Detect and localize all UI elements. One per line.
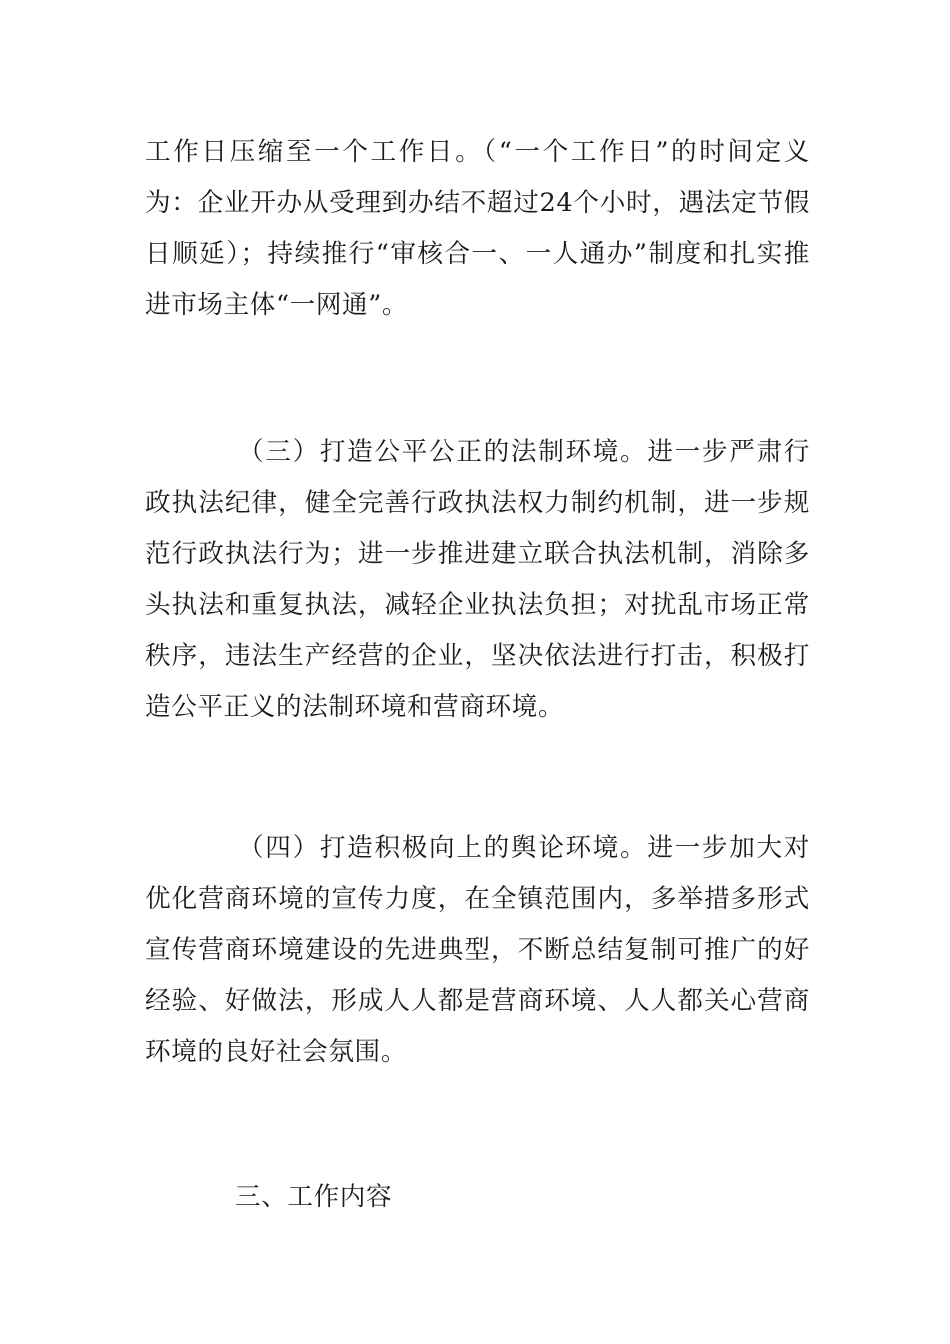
paragraph-fair-legal-environment: （三）打造公平公正的法制环境。进一步严肃行政执法纪律，健全完善行政执法权力制约机制，进一步规范行政执法行为；进一步推进建立联合执法机制，消除多头执法和重复执法，减轻企业执法负担；对扰乱市场正常秩序，违法生产经营的企业，坚决依法进行打击，积极打造公平正义的法制环境和营商环境。 [145,437,810,722]
paragraph-continuation: 工作日压缩至一个工作日。（“一个工作日”的时间定义为：企业开办从受理到办结不超过24个小时，遇法定节假日顺延）；持续推行“审核合一、一人通办”制度和扎实推进市场主体“一网通”。 [145,137,810,320]
paragraph-public-opinion-environment: （四）打造积极向上的舆论环境。进一步加大对优化营商环境的宣传力度，在全镇范围内，多举措多形式宣传营商环境建设的先进典型，不断总结复制可推广的好经验、好做法，形成人人都是营商环境、人人都关心营商环境的良好社会氛围。 [145,833,810,1067]
section-heading: 三、工作内容 [235,1182,393,1212]
